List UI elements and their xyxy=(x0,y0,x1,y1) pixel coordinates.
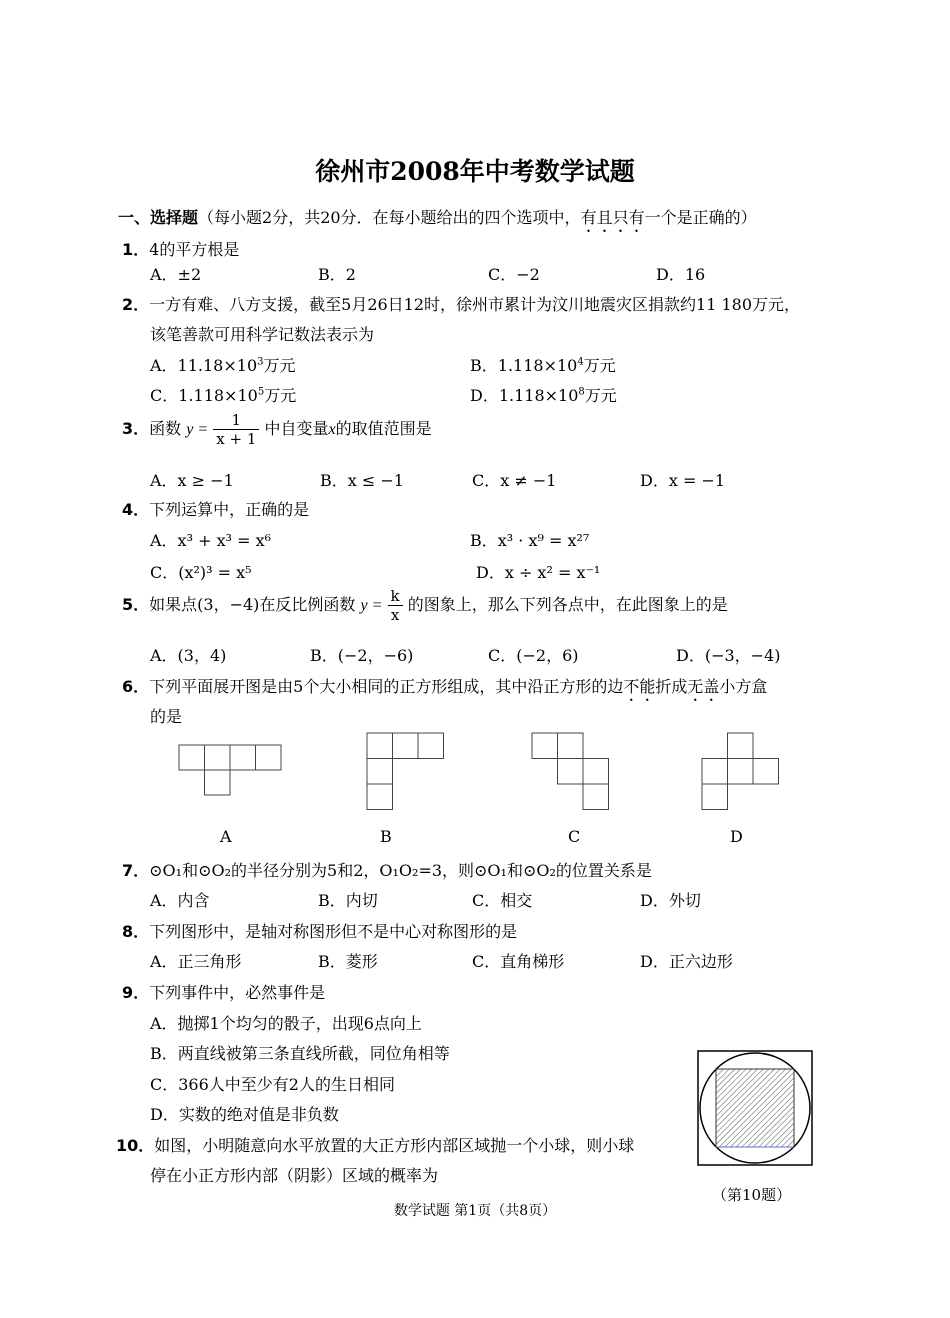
net-c-cell xyxy=(558,733,584,759)
q5-option-a: A．(3，4) xyxy=(150,646,227,665)
q7-option-a: A．内含 xyxy=(150,891,210,910)
q2-option-a-mantissa: A．11.18×10 xyxy=(150,356,258,375)
net-d-cell xyxy=(753,759,779,785)
q10-text-line2: 停在小正方形内部（阴影）区域的概率为 xyxy=(150,1166,439,1185)
net-d-cell xyxy=(702,759,728,785)
net-figure-a xyxy=(178,744,284,796)
net-a-cell xyxy=(205,745,231,770)
section-heading: 一、选择题 xyxy=(118,208,199,227)
q2-option-d xyxy=(470,383,617,406)
net-label-c: C xyxy=(568,827,581,846)
q2-option-a-unit: 万元 xyxy=(263,356,296,375)
net-a-cell xyxy=(256,745,282,770)
section-note-emphasis: 有且只有 xyxy=(580,208,645,227)
q3-number: 3． xyxy=(122,419,150,438)
q3-option-b: B．x ≤ −1 xyxy=(320,471,404,490)
q2-option-b xyxy=(470,353,616,376)
q4-stem xyxy=(122,497,309,520)
q7-option-b: B．内切 xyxy=(318,891,378,910)
q5-option-d: D．(−3，−4) xyxy=(676,646,781,665)
q7-option-c: C．相交 xyxy=(472,891,533,910)
q6-emphasis-2: 无盖 xyxy=(687,677,720,696)
shaded-inner-square xyxy=(716,1069,794,1147)
net-label-b: B xyxy=(380,827,392,846)
q5-frac-num: k xyxy=(388,587,403,606)
q5-pre: 如果点(3，−4)在反比例函数 xyxy=(149,595,356,614)
page-title: 徐州市2008年中考数学试题 xyxy=(315,157,635,186)
q5-y-eq: y = xyxy=(360,597,383,614)
q10-number: 10． xyxy=(116,1136,155,1155)
q5-post: 的图象上，那么下列各点中，在此图象上的是 xyxy=(407,595,728,614)
q3-y-eq: y = xyxy=(186,421,209,438)
q1-stem xyxy=(122,237,239,260)
net-b-cell xyxy=(367,759,393,785)
net-figure-b xyxy=(366,732,446,812)
q4-option-b: B．x³ · x⁹ = x²⁷ xyxy=(470,531,590,550)
q5-frac-den: x xyxy=(390,606,400,624)
q2-option-a xyxy=(150,353,296,376)
q4-option-d: D．x ÷ x² = x⁻¹ xyxy=(476,563,601,582)
q6-text-c: 小方盒 xyxy=(719,677,768,696)
q9-option-a: A．抛掷1个均匀的骰子，出现6点向上 xyxy=(150,1014,422,1033)
net-c-cell xyxy=(583,784,609,810)
q5-number: 5． xyxy=(122,595,150,614)
section-note-b: 一个是正确的） xyxy=(644,208,757,227)
q3-stem xyxy=(122,411,432,448)
q9-text: 下列事件中，必然事件是 xyxy=(149,983,326,1002)
net-d-cell xyxy=(728,759,754,785)
q6-emphasis-1: 不能 xyxy=(623,677,656,696)
q2-option-b-exponent: 4 xyxy=(577,356,584,368)
q2-option-c-mantissa: C．1.118×10 xyxy=(150,386,258,405)
q3-var: x xyxy=(328,421,336,438)
q2-option-c xyxy=(150,383,296,406)
q9-option-d: D．实数的绝对值是非负数 xyxy=(150,1105,339,1124)
q3-frac-num: 1 xyxy=(213,411,259,430)
net-c-cell xyxy=(532,733,558,759)
q8-option-a: A．正三角形 xyxy=(150,952,242,971)
q8-number: 8． xyxy=(122,922,150,941)
q3-frac-den: x + 1 xyxy=(216,430,257,448)
figure-caption: （第10题） xyxy=(712,1186,792,1204)
q3-post2: 的取值范围是 xyxy=(335,419,432,438)
q2-option-d-unit: 万元 xyxy=(584,386,617,405)
q2-option-b-mantissa: B．1.118×10 xyxy=(470,356,578,375)
q6-text-line2: 的是 xyxy=(150,707,183,726)
net-b-cell xyxy=(393,733,419,759)
section-note-a: （每小题2分，共20分．在每小题给出的四个选项中， xyxy=(198,208,581,227)
q3-option-d: D．x = −1 xyxy=(640,471,726,490)
q3-fraction xyxy=(213,411,259,448)
net-a-cell xyxy=(205,770,231,795)
q2-number: 2． xyxy=(122,295,150,314)
q2-option-c-exponent: 5 xyxy=(257,386,265,398)
q8-option-d: D．正六边形 xyxy=(640,952,733,971)
q5-option-b: B．(−2，−6) xyxy=(310,646,414,665)
net-figure-d xyxy=(701,732,781,812)
q4-number: 4． xyxy=(122,500,150,519)
q9-stem xyxy=(122,980,325,1003)
q9-option-b: B．两直线被第三条直线所截，同位角相等 xyxy=(150,1044,450,1063)
square-circle-figure xyxy=(697,1050,813,1166)
q8-option-b: B．菱形 xyxy=(318,952,378,971)
q1-option-c: C．−2 xyxy=(488,265,540,284)
q2-text-line1: 一方有难、八方支援，截至5月26日12时，徐州市累计为汶川地震灾区捐款约11 180万元， xyxy=(149,295,801,314)
q2-option-d-exponent: 8 xyxy=(578,386,585,398)
net-label-d: D xyxy=(730,827,743,846)
q3-option-a: A．x ≥ −1 xyxy=(150,471,234,490)
q4-text: 下列运算中，正确的是 xyxy=(149,500,310,519)
net-d-cell xyxy=(728,733,754,759)
net-d-cell xyxy=(702,784,728,810)
q1-option-b: B．2 xyxy=(318,265,356,284)
q9-number: 9． xyxy=(122,983,150,1002)
page-footer: 数学试题 第1页（共8页） xyxy=(393,1203,557,1219)
q6-stem-line1 xyxy=(122,674,767,705)
q2-stem-line1 xyxy=(122,292,800,315)
q4-option-a: A．x³ + x³ = x⁶ xyxy=(150,531,272,550)
q6-text-b: 折成 xyxy=(655,677,688,696)
net-c-cell xyxy=(558,759,584,785)
q8-option-c: C．直角梯形 xyxy=(472,952,565,971)
net-a-cell xyxy=(179,745,205,770)
q5-stem xyxy=(122,587,728,624)
q5-fraction xyxy=(388,587,403,624)
net-b-cell xyxy=(367,733,393,759)
net-label-a: A xyxy=(220,827,232,846)
q1-option-d: D．16 xyxy=(656,265,706,284)
q6-text-a: 下列平面展开图是由5个大小相同的正方形组成，其中沿正方形的边 xyxy=(149,677,624,696)
q5-option-c: C．(−2，6) xyxy=(488,646,579,665)
q2-option-c-unit: 万元 xyxy=(264,386,297,405)
q1-number: 1． xyxy=(122,240,150,259)
q8-stem xyxy=(122,919,517,942)
q3-post: 中自变量 xyxy=(264,419,329,438)
q9-option-c: C．366人中至少有2人的生日相同 xyxy=(150,1075,395,1094)
net-b-cell xyxy=(418,733,444,759)
q1-option-a: A．±2 xyxy=(150,265,202,284)
q7-number: 7． xyxy=(122,861,150,880)
q2-option-d-mantissa: D．1.118×10 xyxy=(470,386,579,405)
net-figure-c xyxy=(531,732,611,812)
q2-option-b-unit: 万元 xyxy=(583,356,616,375)
q1-text: 4的平方根是 xyxy=(149,240,240,259)
q6-number: 6． xyxy=(122,677,150,696)
q7-option-d: D．外切 xyxy=(640,891,701,910)
q2-text-line2: 该笔善款可用科学记数法表示为 xyxy=(150,325,375,344)
q2-option-a-exponent: 3 xyxy=(257,356,264,368)
q10-stem-line1 xyxy=(116,1133,634,1156)
net-a-cell xyxy=(230,745,256,770)
q7-text: ⊙O₁和⊙O₂的半径分别为5和2，O₁O₂=3，则⊙O₁和⊙O₂的位置关系是 xyxy=(149,861,652,880)
net-c-cell xyxy=(583,759,609,785)
q3-option-c: C．x ≠ −1 xyxy=(472,471,557,490)
q3-pre: 函数 xyxy=(149,419,182,438)
q4-option-c: C．(x²)³ = x⁵ xyxy=(150,563,252,582)
q8-text: 下列图形中，是轴对称图形但不是中心对称图形的是 xyxy=(149,922,518,941)
section-heading-line xyxy=(118,205,757,236)
net-b-cell xyxy=(367,784,393,810)
q10-text-line1: 如图，小明随意向水平放置的大正方形内部区域抛一个小球，则小球 xyxy=(154,1136,635,1155)
q7-stem xyxy=(122,858,652,881)
